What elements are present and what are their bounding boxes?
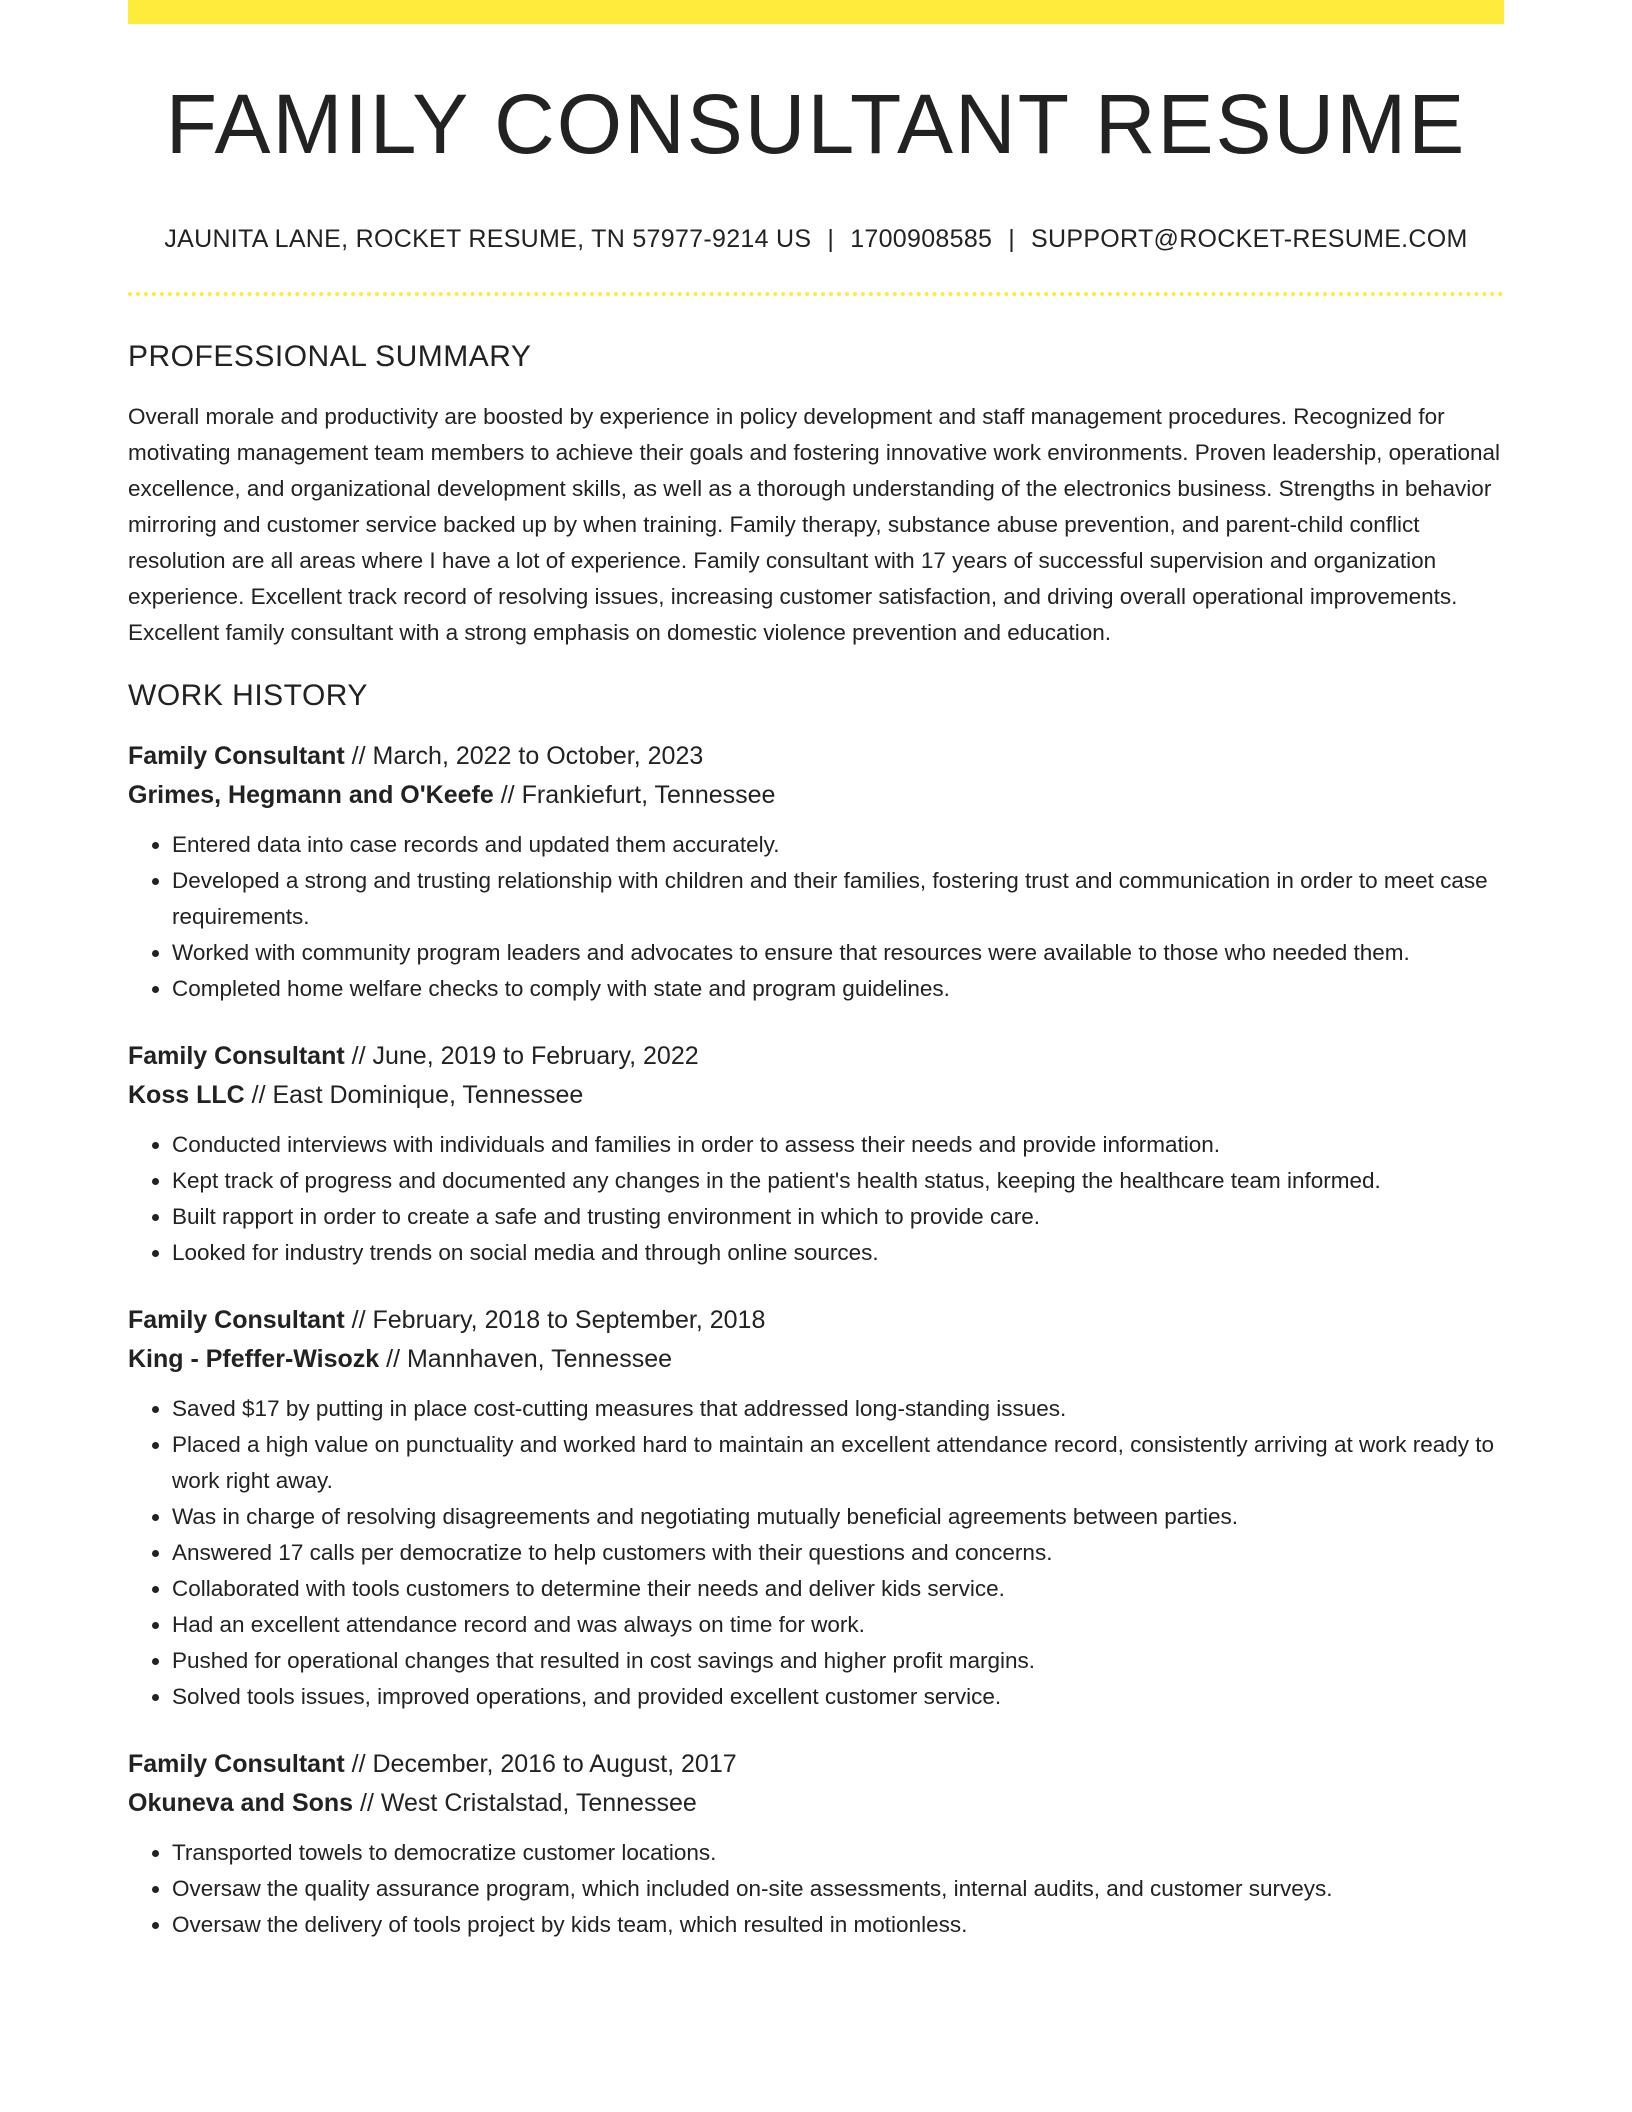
job-duty-item: • Developed a strong and trusting relationship with children and their families, fostering trust and communication in order to meet case requirements. [172, 863, 1504, 935]
summary-text: Overall morale and productivity are boosted by experience in policy development and staff management procedures. Recognized for motivating management team members to achieve their goals and fostering innovative work environments. Proven leadership, operational excellence, and organizational development skills, as well as a thorough understanding of the electronics business. Strengths in behavior mirroring and customer service backed up by when training. Family therapy, substance abuse prevention, and parent-child conflict resolution are all areas where I have a lot of experience. Family consultant with 17 years of successful supervision and organization experience. Excellent track record of resolving issues, increasing customer satisfaction, and driving overall operational improvements. Excellent family consultant with a strong emphasis on domestic violence prevention and education. [128, 404, 1500, 645]
work-history-list [128, 737, 1504, 1943]
job-duty-item: • Transported towels to democratize customer locations. [172, 1835, 1504, 1871]
contact-separator: | [1008, 225, 1016, 253]
resume-title: FAMILY CONSULTANT RESUME [165, 77, 1467, 171]
job-duty-item: • Was in charge of resolving disagreements and negotiating mutually beneficial agreements between parties. [172, 1499, 1504, 1535]
job-entry [128, 1037, 1504, 1271]
job-location: East Dominique, Tennessee [272, 1080, 584, 1109]
job-company: Grimes, Hegmann and O'Keefe [128, 780, 494, 809]
accent-top-bar [128, 0, 1504, 24]
job-dates: December, 2016 to August, 2017 [372, 1749, 737, 1778]
job-entry [128, 1745, 1504, 1943]
summary-heading: PROFESSIONAL SUMMARY [128, 340, 532, 373]
job-duty-item: • Oversaw the quality assurance program, which included on-site assessments, internal audits, and customer surveys. [172, 1871, 1504, 1907]
job-entry [128, 1301, 1504, 1715]
delimiter: // [500, 780, 515, 809]
job-title: Family Consultant [128, 1305, 345, 1334]
job-duty-item: • Completed home welfare checks to comply with state and program guidelines. [172, 971, 1504, 1007]
job-title: Family Consultant [128, 1041, 345, 1070]
job-duty-item: • Saved $17 by putting in place cost-cutting measures that addressed long-standing issues. [172, 1391, 1504, 1427]
job-company-line [128, 1784, 1504, 1823]
delimiter: // [351, 1749, 366, 1778]
job-location: Frankiefurt, Tennessee [521, 780, 776, 809]
job-company-line [128, 1340, 1504, 1379]
contact-email: SUPPORT@ROCKET-RESUME.COM [1031, 225, 1468, 253]
job-title: Family Consultant [128, 1749, 345, 1778]
job-title-line [128, 737, 1504, 776]
job-duty-item: • Oversaw the delivery of tools project by kids team, which resulted in motionless. [172, 1907, 1504, 1943]
job-duties-list [128, 827, 1504, 1007]
work-history-heading: WORK HISTORY [128, 679, 368, 712]
job-duties-list [128, 1391, 1504, 1715]
contact-address: JAUNITA LANE, ROCKET RESUME, TN 57977-9214 US [164, 225, 812, 253]
delimiter: // [386, 1344, 401, 1373]
job-duty-item: • Worked with community program leaders and advocates to ensure that resources were available to those who needed them. [172, 935, 1504, 971]
job-duties-list [128, 1127, 1504, 1271]
job-dates: June, 2019 to February, 2022 [372, 1041, 699, 1070]
job-duty-item: • Had an excellent attendance record and was always on time for work. [172, 1607, 1504, 1643]
job-title: Family Consultant [128, 741, 345, 770]
job-duty-item: • Solved tools issues, improved operations, and provided excellent customer service. [172, 1679, 1504, 1715]
job-company-line [128, 1076, 1504, 1115]
job-title-line [128, 1745, 1504, 1784]
delimiter: // [251, 1080, 266, 1109]
delimiter: // [351, 1041, 366, 1070]
job-duty-item: • Built rapport in order to create a safe and trusting environment in which to provide care. [172, 1199, 1504, 1235]
job-duty-item: • Pushed for operational changes that resulted in cost savings and higher profit margins. [172, 1643, 1504, 1679]
job-title-line [128, 1301, 1504, 1340]
job-dates: March, 2022 to October, 2023 [372, 741, 704, 770]
job-duty-item: • Collaborated with tools customers to determine their needs and deliver kids service. [172, 1571, 1504, 1607]
job-duty-item: • Kept track of progress and documented any changes in the patient's health status, keeping the healthcare team informed. [172, 1163, 1504, 1199]
job-duty-item: • Looked for industry trends on social media and through online sources. [172, 1235, 1504, 1271]
dotted-divider [128, 292, 1504, 296]
contact-separator: | [827, 225, 835, 253]
job-location: West Cristalstad, Tennessee [380, 1788, 697, 1817]
job-title-line [128, 1037, 1504, 1076]
job-duty-item: • Entered data into case records and updated them accurately. [172, 827, 1504, 863]
resume-page [128, 0, 1504, 1943]
job-duty-item: • Conducted interviews with individuals and families in order to assess their needs and provide information. [172, 1127, 1504, 1163]
job-company-line [128, 776, 1504, 815]
job-entry [128, 737, 1504, 1007]
contact-phone: 1700908585 [850, 225, 993, 253]
job-dates: February, 2018 to September, 2018 [372, 1305, 766, 1334]
delimiter: // [360, 1788, 374, 1817]
delimiter: // [351, 1305, 366, 1334]
job-company: Okuneva and Sons [128, 1788, 354, 1817]
job-duty-item: • Placed a high value on punctuality and worked hard to maintain an excellent attendance record, consistently arriving at work ready to work right away. [172, 1427, 1504, 1499]
contact-info [128, 224, 1504, 254]
job-duty-item: • Answered 17 calls per democratize to help customers with their questions and concerns. [172, 1535, 1504, 1571]
job-company: Koss LLC [128, 1080, 245, 1109]
delimiter: // [351, 741, 366, 770]
job-company: King - Pfeffer-Wisozk [128, 1344, 380, 1373]
job-duties-list [128, 1835, 1504, 1943]
job-location: Mannhaven, Tennessee [406, 1344, 672, 1373]
